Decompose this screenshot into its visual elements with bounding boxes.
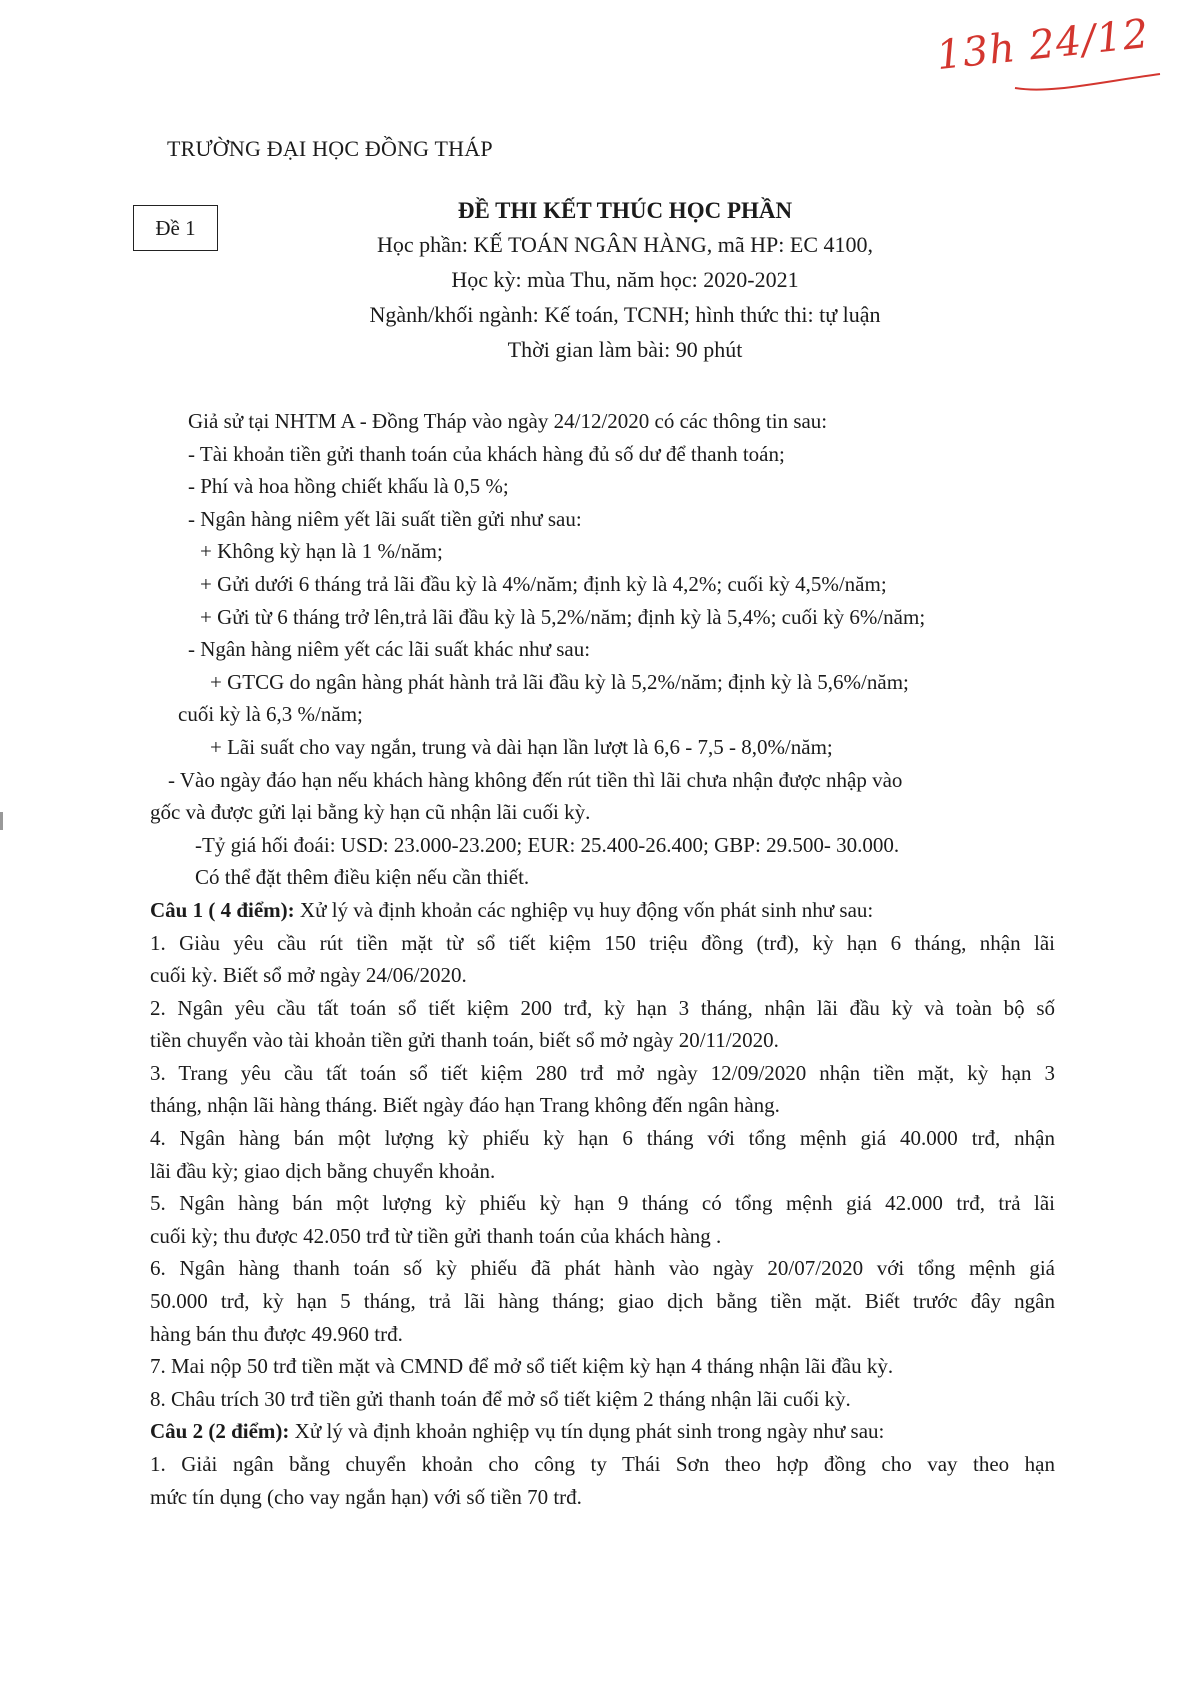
exam-code-box: Đề 1 (133, 205, 218, 251)
question-item-line: cuối kỳ; thu được 42.050 trđ từ tiền gửi thanh toán của khách hàng . (150, 1223, 722, 1248)
question-item-line: cuối kỳ. Biết sổ mở ngày 24/06/2020. (150, 963, 467, 988)
rate-line: + Gửi từ 6 tháng trở lên,trả lãi đầu kỳ là 5,2%/năm; định kỳ là 5,4%; cuối kỳ 6%/năm; (200, 604, 926, 629)
exam-body (150, 405, 1055, 1513)
assumption-line: - Tài khoản tiền gửi thanh toán của khách hàng đủ số dư để thanh toán; (188, 441, 785, 466)
semester-line: Học kỳ: mùa Thu, năm học: 2020-2021 (451, 267, 799, 292)
exam-title: ĐỀ THI KẾT THÚC HỌC PHẦN (457, 198, 793, 223)
exam-header (260, 195, 990, 367)
assumption-intro: Giả sử tại NHTM A - Đồng Tháp vào ngày 24/12/2020 có các thông tin sau: (188, 409, 828, 433)
assumption-line: - Ngân hàng niêm yết các lãi suất khác như sau: (188, 637, 591, 662)
question-item-line: tiền chuyển vào tài khoản tiền gửi thanh toán, biết sổ mở ngày 20/11/2020. (150, 1028, 779, 1053)
question-2-heading (150, 1415, 1055, 1448)
question-1-heading (150, 894, 1055, 927)
question-item-line: tháng, nhận lãi hàng tháng. Biết ngày đáo hạn Trang không đến ngân hàng. (150, 1093, 780, 1118)
question-item-line: 6. Ngân hàng thanh toán số kỳ phiếu đã phát hành vào ngày 20/07/2020 với tổng mệnh giá (150, 1256, 1055, 1281)
question-2-items (150, 1448, 1055, 1513)
question-item-line: lãi đầu kỳ; giao dịch bằng chuyển khoản. (150, 1158, 496, 1183)
question-2-label: Câu 2 (2 điểm): (150, 1419, 290, 1444)
question-2-prompt: Xử lý và định khoản nghiệp vụ tín dụng phát sinh trong ngày như sau: (289, 1419, 885, 1444)
assumption-line: gốc và được gửi lại bằng kỳ hạn cũ nhận lãi cuối kỳ. (150, 800, 591, 825)
school-name: TRƯỜNG ĐẠI HỌC ĐỒNG THÁP (167, 136, 493, 161)
assumption-line: - Phí và hoa hồng chiết khấu là 0,5 %; (188, 474, 509, 499)
handwritten-underline-icon (1010, 60, 1170, 100)
question-item-line: hàng bán thu được 49.960 trđ. (150, 1321, 403, 1346)
question-item-line: 2. Ngân yêu cầu tất toán sổ tiết kiệm 200 trđ, kỳ hạn 3 tháng, nhận lãi đầu kỳ và toàn bộ số (150, 995, 1055, 1020)
question-item-line: mức tín dụng (cho vay ngắn hạn) với số tiền 70 trđ. (150, 1484, 582, 1509)
question-item-line: 1. Giàu yêu cầu rút tiền mặt từ sổ tiết kiệm 150 triệu đồng (trđ), kỳ hạn 6 tháng, nhận lãi (150, 930, 1055, 955)
question-item-line: 5. Ngân hàng bán một lượng kỳ phiếu kỳ hạn 9 tháng có tổng mệnh giá 42.000 trđ, trả lãi (150, 1191, 1055, 1216)
question-item-line: 8. Châu trích 30 trđ tiền gửi thanh toán để mở sổ tiết kiệm 2 tháng nhận lãi cuối kỳ. (150, 1386, 851, 1411)
question-1-items (150, 927, 1055, 1416)
course-line: Học phần: KẾ TOÁN NGÂN HÀNG, mã HP: EC 4100, (377, 232, 873, 257)
rate-line: + GTCG do ngân hàng phát hành trả lãi đầu kỳ là 5,2%/năm; định kỳ là 5,6%/năm; (210, 669, 909, 694)
question-item-line: 3. Trang yêu cầu tất toán sổ tiết kiệm 280 trđ mở ngày 12/09/2020 nhận tiền mặt, kỳ hạn 3 (150, 1060, 1055, 1085)
question-1-prompt: Xử lý và định khoản các nghiệp vụ huy động vốn phát sinh như sau: (294, 897, 874, 922)
question-item-line: 7. Mai nộp 50 trđ tiền mặt và CMND để mở sổ tiết kiệm kỳ hạn 4 tháng nhận lãi đầu kỳ. (150, 1354, 894, 1379)
question-item-line: 50.000 trđ, kỳ hạn 5 tháng, trả lãi hàng tháng; giao dịch bằng tiền mặt. Biết trước đây ngân (150, 1289, 1055, 1314)
question-item-line: 4. Ngân hàng bán một lượng kỳ phiếu kỳ hạn 6 tháng với tổng mệnh giá 40.000 trđ, nhận (150, 1126, 1055, 1151)
rate-line: + Gửi dưới 6 tháng trả lãi đầu kỳ là 4%/năm; định kỳ là 4,2%; cuối kỳ 4,5%/năm; (200, 571, 887, 596)
rate-line: cuối kỳ là 6,3 %/năm; (178, 702, 363, 727)
question-item-line: 1. Giải ngân bằng chuyển khoản cho công ty Thái Sơn theo hợp đồng cho vay theo hạn (150, 1452, 1055, 1476)
rate-line: + Lãi suất cho vay ngắn, trung và dài hạn lần lượt là 6,6 - 7,5 - 8,0%/năm; (210, 734, 833, 759)
assumption-line: - Ngân hàng niêm yết lãi suất tiền gửi như sau: (188, 506, 582, 531)
major-line: Ngành/khối ngành: Kế toán, TCNH; hình thức thi: tự luận (369, 302, 881, 327)
assumption-line: - Vào ngày đáo hạn nếu khách hàng không đến rút tiền thì lãi chưa nhận được nhập vào (168, 767, 903, 792)
scan-margin-mark (0, 812, 3, 830)
duration-line: Thời gian làm bài: 90 phút (507, 337, 743, 362)
exchange-rate-line: -Tỷ giá hối đoái: USD: 23.000-23.200; EUR: 25.400-26.400; GBP: 29.500- 30.000. (195, 832, 900, 857)
handwritten-note: 13h 24/12 (934, 10, 1152, 80)
assumption-line: Có thể đặt thêm điều kiện nếu cần thiết. (195, 865, 530, 890)
rate-line: + Không kỳ hạn là 1 %/năm; (200, 539, 443, 564)
question-1-label: Câu 1 ( 4 điểm): (150, 897, 295, 922)
